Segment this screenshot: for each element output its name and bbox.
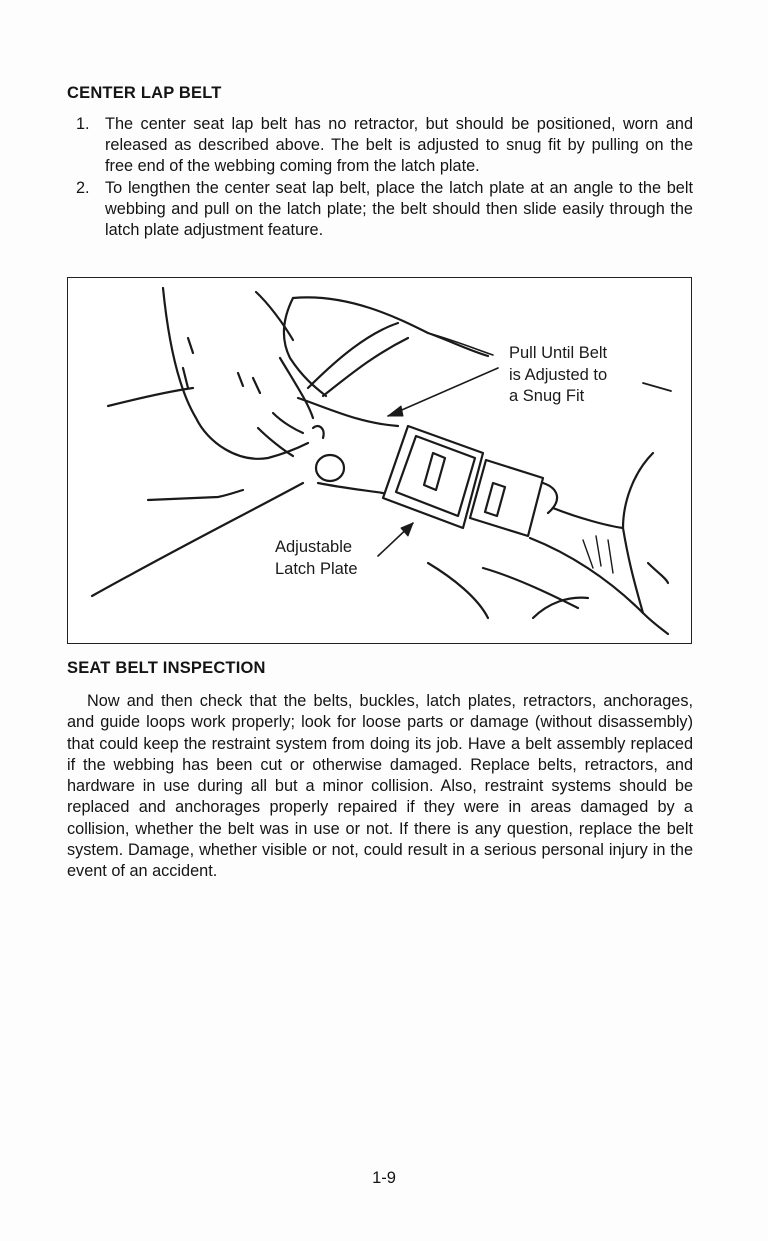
arrowhead [401, 523, 413, 536]
seat-outline [623, 453, 653, 528]
thumb-outline [316, 455, 344, 481]
hand-detail [253, 378, 260, 393]
lap-outline [108, 388, 193, 406]
section-heading-center-lap-belt: CENTER LAP BELT [67, 84, 222, 102]
section-heading-seat-belt-inspection: SEAT BELT INSPECTION [67, 659, 266, 677]
arm-outline [256, 292, 293, 340]
buckle-strap [623, 528, 643, 613]
decorative-mark [643, 383, 671, 391]
callout-line: Adjustable [275, 538, 353, 556]
callout-leader [388, 368, 498, 416]
belt-webbing [318, 483, 383, 493]
latch-plate-slot [424, 453, 445, 490]
instruction-list [67, 114, 693, 241]
item-text: To lengthen the center seat lap belt, place the latch plate at an angle to the belt webbing and pull on the latch plate; the belt should then slide easily through the latch plate adjustment feature. [105, 178, 693, 240]
callout-line: is Adjusted to [509, 365, 608, 384]
buckle-slot [485, 483, 505, 516]
lap-outline [148, 490, 243, 500]
item-number: 1. [76, 115, 90, 133]
hand-detail [188, 338, 193, 353]
arrowhead [388, 406, 403, 416]
item-number: 2. [76, 178, 90, 197]
seat-outline [648, 563, 668, 583]
callout-pull-until-snug [509, 343, 607, 408]
lap-belt-illustration [67, 277, 692, 644]
sleeve-outline [308, 323, 398, 388]
item-text: The center seat lap belt has no retractor, but should be positioned, worn and released as described above. The belt is adjusted to snug fit by pulling on the free end of the webbing coming from the latch plate. [105, 115, 693, 176]
finger-outline [258, 428, 293, 456]
finger-outline [273, 413, 303, 433]
sleeve-outline [323, 338, 408, 396]
callout-leader [428, 333, 493, 355]
hand-detail [238, 373, 243, 386]
seat-outline [483, 568, 578, 608]
seat-outline [533, 598, 588, 618]
list-item [67, 114, 693, 178]
list-item [67, 178, 693, 242]
inspection-paragraph: Now and then check that the belts, buckles, latch plates, retractors, anchorages, and guide loops work properly; look for loose parts or damage (without disassembly) that could keep the restraint system from doing its job. Have a belt assembly replaced if the webbing has been cut or otherwise damaged. Replace belts, retractors, and hardware in use during all but a minor collision. Also, restraint systems should be replaced and anchorages properly repaired if they were in areas damaged by a collision, whether the belt was in use or not. If there is any question, replace the belt system. Damage, whether visible or not, could result in a serious personal injury in the event of an accident. [67, 692, 693, 881]
belt-drawing [68, 278, 692, 644]
buckle-strap [553, 508, 623, 528]
buckle [470, 460, 543, 536]
callout-adjustable-latch-plate [275, 537, 358, 580]
knuckle-detail [313, 426, 324, 438]
seat-outline [428, 563, 488, 618]
page-number: 1-9 [372, 1169, 396, 1187]
hand-detail [183, 368, 188, 388]
belt-webbing [298, 398, 398, 426]
arm-outline [284, 298, 326, 396]
callout-line: Latch Plate [275, 559, 358, 578]
lap-outline [92, 483, 303, 596]
callout-line: Pull Until Belt [509, 344, 608, 362]
callout-line: a Snug Fit [509, 387, 585, 405]
latch-plate-inner [396, 436, 475, 516]
